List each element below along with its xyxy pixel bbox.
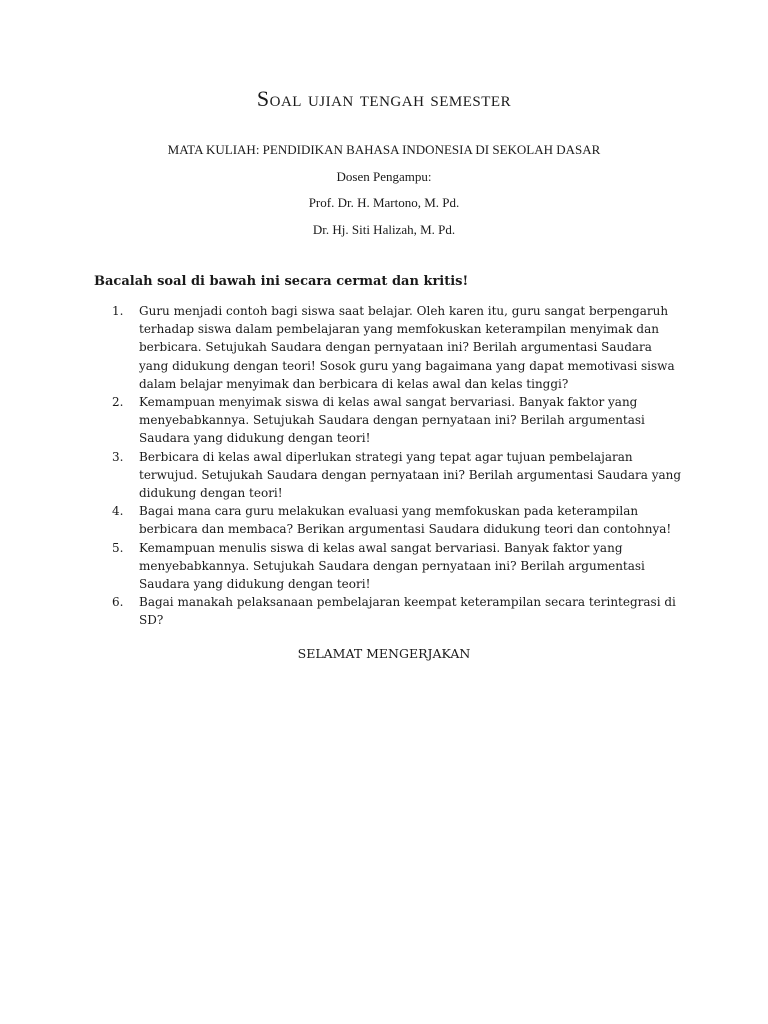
question-number: 5.: [112, 540, 124, 555]
lecturer-name: Prof. Dr. H. Martono, M. Pd.: [308, 195, 460, 210]
question-item: [112, 502, 684, 538]
lecturer-heading: Dosen Pengampu:: [336, 169, 432, 184]
question-item: [112, 539, 684, 594]
closing-text: SELAMAT MENGERJAKAN: [297, 646, 471, 661]
lecturer-name: Dr. Hj. Siti Halizah, M. Pd.: [312, 222, 456, 237]
question-text: Bagai manakah pelaksanaan pembelajaran keempat keterampilan secara terintegrasi di SD?: [139, 595, 676, 628]
question-list: [112, 302, 684, 630]
question-text: Berbicara di kelas awal diperlukan strategi yang tepat agar tujuan pembelajaran terwujud. Setujukah Saudara dengan pernyataan ini? Berilah argumentasi Saudara yang didukung dengan teori!: [139, 449, 682, 501]
question-number: 3.: [112, 449, 124, 464]
question-number: 1.: [112, 304, 124, 318]
question-number: 6.: [112, 595, 124, 610]
question-number: 4.: [112, 504, 124, 519]
question-item: [112, 593, 684, 629]
question-item: [112, 448, 684, 503]
question-text: Guru menjadi contoh bagi siswa saat belajar. Oleh karen itu, guru sangat berpengaruh terhadap siswa dalam pembelajaran yang memfokuskan keterampilan menyimak dan berbicara. Setujukah Saudara dengan pernyataan ini? Berilah argumentasi Saudara yang didukung dengan teori! Sosok guru yang bagaimana yang dapat memotivasi siswa dalam belajar menyimak dan berbicara di kelas awal dan kelas tinggi?: [139, 304, 675, 391]
question-number: 2.: [112, 395, 124, 410]
course-subject: MATA KULIAH: PENDIDIKAN BAHASA INDONESIA DI SEKOLAH DASAR: [167, 142, 601, 157]
question-item: [112, 302, 684, 393]
question-text: Kemampuan menulis siswa di kelas awal sangat bervariasi. Banyak faktor yang menyebabkannya. Setujukah Saudara dengan pernyataan ini? Berilah argumentasi Saudara yang didukung dengan teori!: [139, 540, 645, 592]
page-title: Soal ujian tengah semester: [256, 86, 512, 111]
instruction-text: Bacalah soal di bawah ini secara cermat dan kritis!: [94, 274, 469, 289]
question-item: [112, 393, 684, 448]
question-text: Bagai mana cara guru melakukan evaluasi yang memfokuskan pada keterampilan berbicara dan membaca? Berikan argumentasi Saudara didukung teori dan contohnya!: [139, 504, 672, 537]
question-text: Kemampuan menyimak siswa di kelas awal sangat bervariasi. Banyak faktor yang menyebabkannya. Setujukah Saudara dengan pernyataan ini? Berilah argumentasi Saudara yang didukung dengan teori!: [139, 395, 645, 446]
